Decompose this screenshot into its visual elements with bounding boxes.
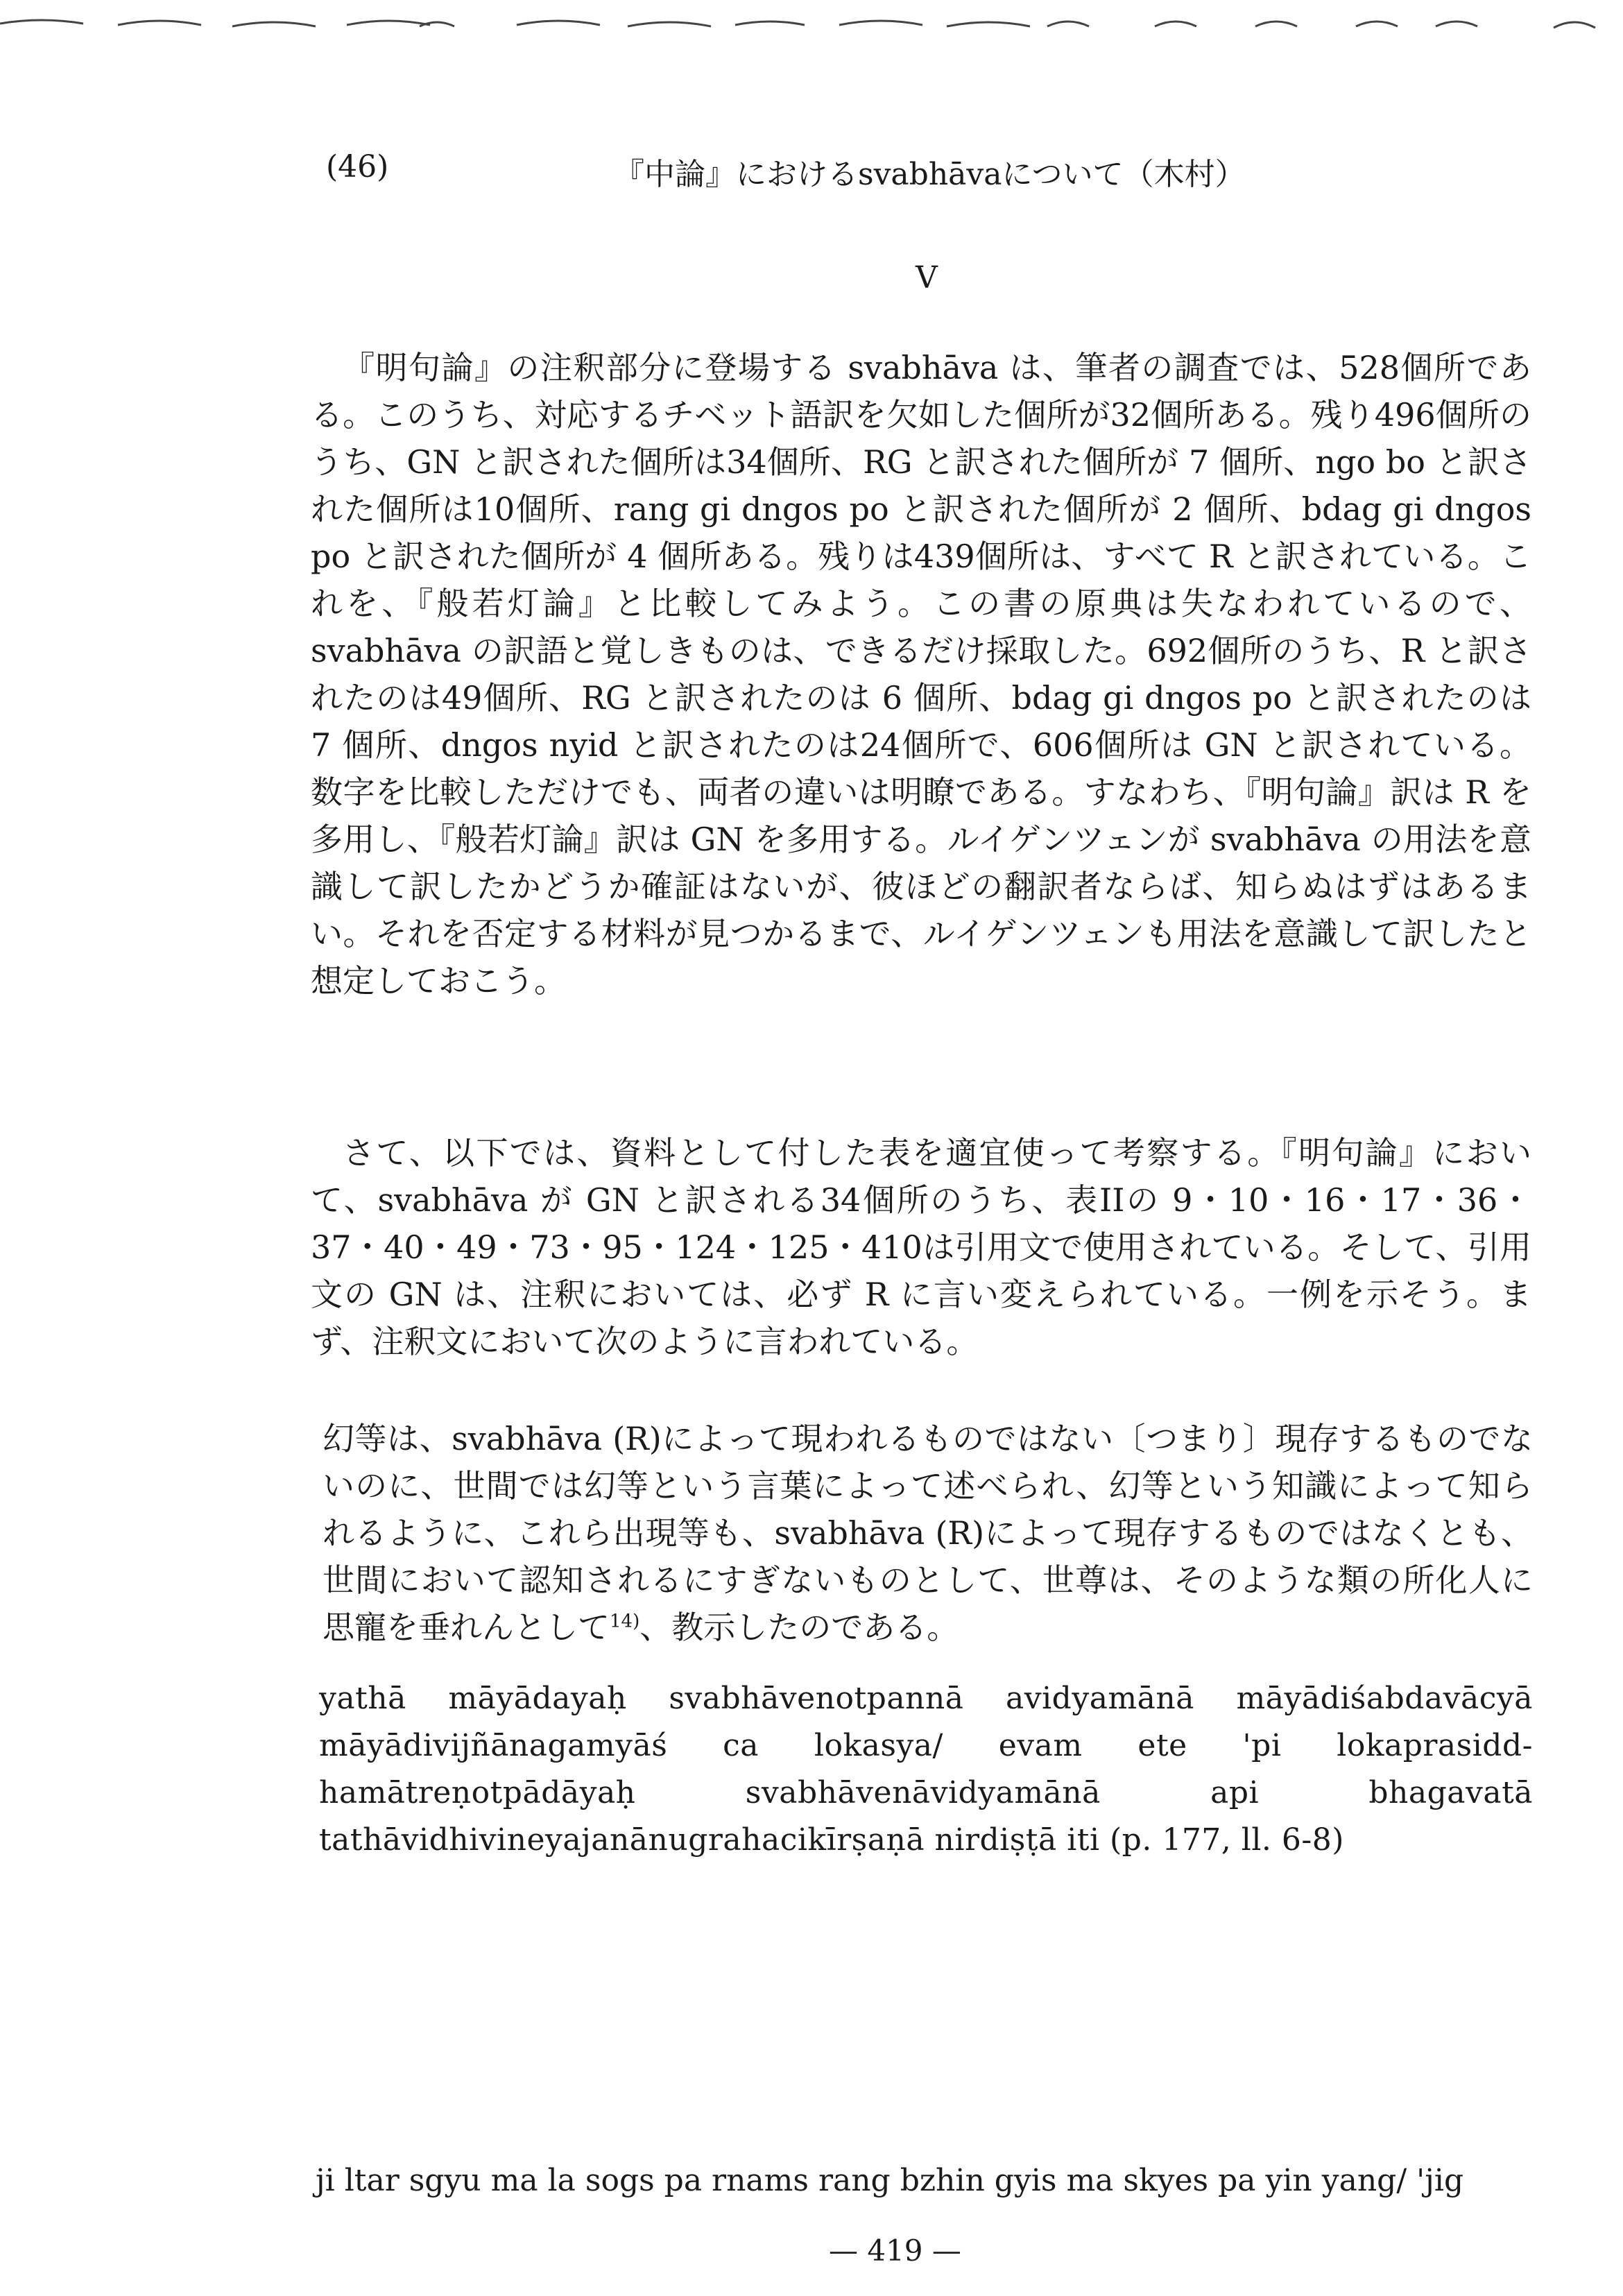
paragraph-text: さて、以下では、資料として付した表を適宜使って考察する。『明句論』において、svabhāva が GN と訳される34個所のうち、表IIの 9・10・16・17・36・37・40・49・73・95・124・125・410は引用文で使用されている。そして、引用文の GN は、注釈においては、必ず R に言い変えられている。一例を示そう。まず、注釈文において次のように言われている。 xyxy=(311,1134,1531,1360)
running-title: 『中論』におけるsvabhāvaについて（木村） xyxy=(614,157,1246,192)
page-header xyxy=(326,149,1262,198)
section-heading: V xyxy=(916,260,938,295)
body-paragraph-1 xyxy=(311,344,1531,1004)
quote-japanese-part-1: 幻等は、svabhāva (R)によって現われるものではない〔つまり〕現存するものでないのに、世間では幻等という言葉によって述べられ、幻等という知識によって知られるように、これら出現等も、svabhāva (R)によって現存するものではなくとも、世間において認知されるにすぎないものとして、世尊は、そのような類の所化人に思寵を垂れんとして xyxy=(323,1420,1533,1646)
quote-japanese xyxy=(323,1415,1533,1651)
page-footer-number: — 419 — xyxy=(829,2234,961,2268)
paragraph-text: 『明句論』の注釈部分に登場する svabhāva は、筆者の調査では、528個所である。このうち、対応するチベット語訳を欠如した個所が32個所ある。残り496個所のうち、GN と訳された個所は34個所、RG と訳された個所が 7 個所、ngo bo と訳された個所は10個所、rang gi dngos po と訳された個所が 2 個所、bdag gi dngos po と訳された個所が 4 個所ある。残りは439個所は、すべて R と訳されている。これを、『般若灯論』と比較してみよう。この書の原典は失なわれているので、svabhāva の訳語と覚しきものは、できるだけ採取した。692個所のうち、R と訳されたのは49個所、RG と訳されたのは 6 個所、bdag gi dngos po と訳されたのは 7 個所、dngos nyid と訳されたのは24個所で、606個所は GN と訳されている。数字を比較しただけでも、両者の違いは明瞭である。すなわち、『明句論』訳は R を多用し、『般若灯論』訳は GN を多用する。ルイゲンツェンが svabhāva の用法を意識して訳したかどうか確証はないが、彼ほどの翻訳者ならば、知らぬはずはあるまい。それを否定する材料が見つかるまで、ルイゲンツェンも用法を意識して訳したと想定しておこう。 xyxy=(311,349,1531,1000)
scan-edge-marks xyxy=(0,0,1623,55)
sanskrit-transliteration: yathā māyādayaḥ svabhāvenotpannā avidyamānā māyādiśabdavācyā māyādivijñānagamyāś ca lokasya/ evam ete 'pi lokaprasidd-hamātreṇotpādāyaḥ svabhāvenāvidyamānā api bhagavatā tathāvidhivineyajanānugrahacikīrṣaṇā nirdiṣṭā iti (p. 177, ll. 6-8) xyxy=(319,1681,1533,1858)
tibetan-transliteration: ji ltar sgyu ma la sogs pa rnams rang bzhin gyis ma skyes pa yin yang/ 'jig xyxy=(316,2163,1464,2198)
page-number: (46) xyxy=(326,149,389,185)
quote-japanese-part-2: 、教示したのである。 xyxy=(639,1609,959,1646)
quoted-translation xyxy=(323,1415,1533,1651)
body-paragraph-2 xyxy=(311,1129,1531,1365)
footnote-marker: 14) xyxy=(610,1611,640,1632)
